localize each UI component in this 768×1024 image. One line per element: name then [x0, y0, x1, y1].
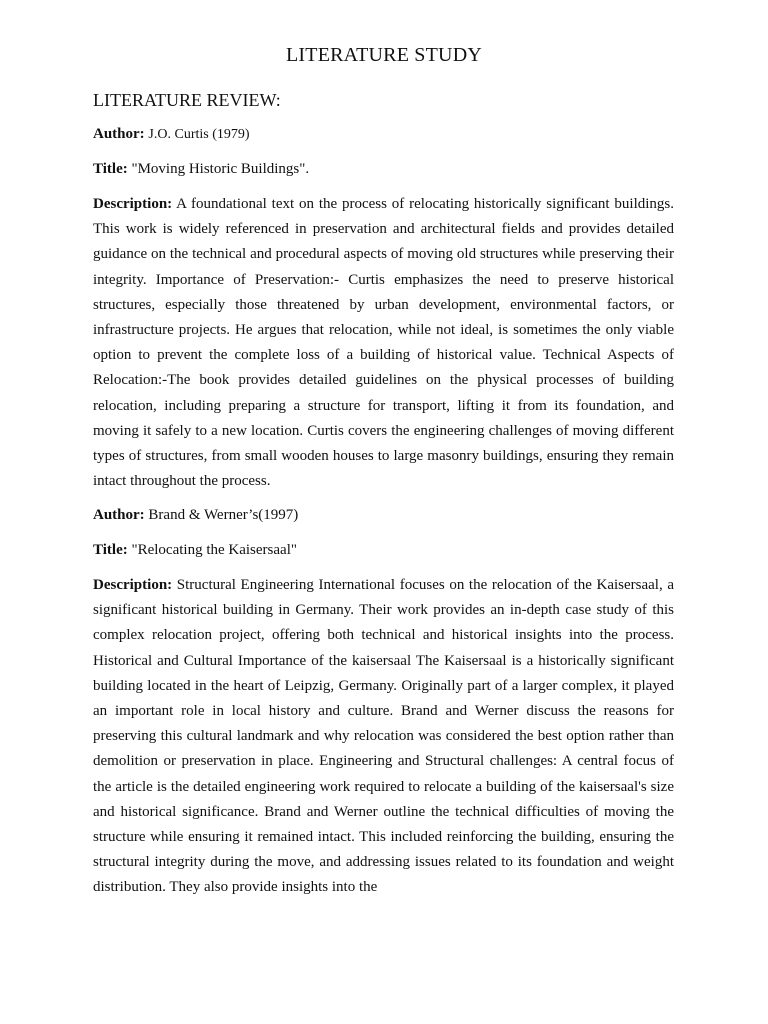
entry-1-description [93, 192, 674, 494]
author-label: Author: [93, 126, 145, 142]
description-label: Description: [93, 577, 173, 593]
title-value: "Moving Historic Buildings". [131, 161, 310, 177]
author-label: Author: [93, 507, 145, 523]
section-subheading: LITERATURE REVIEW: [93, 90, 281, 110]
author-value: J.O. Curtis (1979) [148, 127, 250, 142]
entry-1-title [93, 157, 674, 182]
entry-2-description [93, 573, 674, 901]
entry-1-author [93, 122, 674, 147]
author-value: Brand & Werner’s(1997) [148, 507, 299, 523]
entry-2-title [93, 538, 674, 563]
title-label: Title: [93, 161, 128, 177]
page-heading: LITERATURE STUDY [286, 44, 482, 66]
title-label: Title: [93, 542, 128, 558]
description-label: Description: [93, 196, 173, 212]
entry-2-author [93, 503, 674, 528]
description-text: A foundational text on the process of relocating historically significant buildings. This work is widely referenced in preservation and architectural fields and provides detailed guidance on the technical and procedural aspects of moving old structures while preserving their integrity. Importance of Preservation:- Curtis emphasizes the need to preserve historical structures, especially those threatened by urban development, environmental factors, or infrastructure projects. He argues that relocation, while not ideal, is sometimes the only viable option to prevent the complete loss of a building of historical value. Technical Aspects of Relocation:-The book provides detailed guidelines on the physical processes of building relocation, including preparing a structure for transport, lifting it from its foundation, and moving it safely to a new location. Curtis covers the engineering challenges of moving different types of structures, from small wooden houses to large masonry buildings, ensuring they remain intact throughout the process. [93, 196, 674, 490]
description-text: Structural Engineering International focuses on the relocation of the Kaisersaal, a significant historical building in Germany. Their work provides an in-depth case study of this complex relocation project, offering both technical and historical insights into the process. Historical and Cultural Importance of the kaisersaal The Kaisersaal is a historically significant building located in the heart of Leipzig, Germany. Originally part of a larger complex, it played an important role in local history and culture. Brand and Werner discuss the reasons for preserving this cultural landmark and why relocation was considered the best option rather than demolition or preservation in place. Engineering and Structural challenges: A central focus of the article is the detailed engineering work required to relocate a building of the kaisersaal's size and historical significance. Brand and Werner outline the technical difficulties of moving the structure while ensuring it remained intact. This included reinforcing the building, ensuring the structural integrity during the move, and addressing issues related to its foundation and weight distribution. They also provide insights into the [93, 577, 675, 896]
title-value: "Relocating the Kaisersaal" [131, 542, 297, 558]
